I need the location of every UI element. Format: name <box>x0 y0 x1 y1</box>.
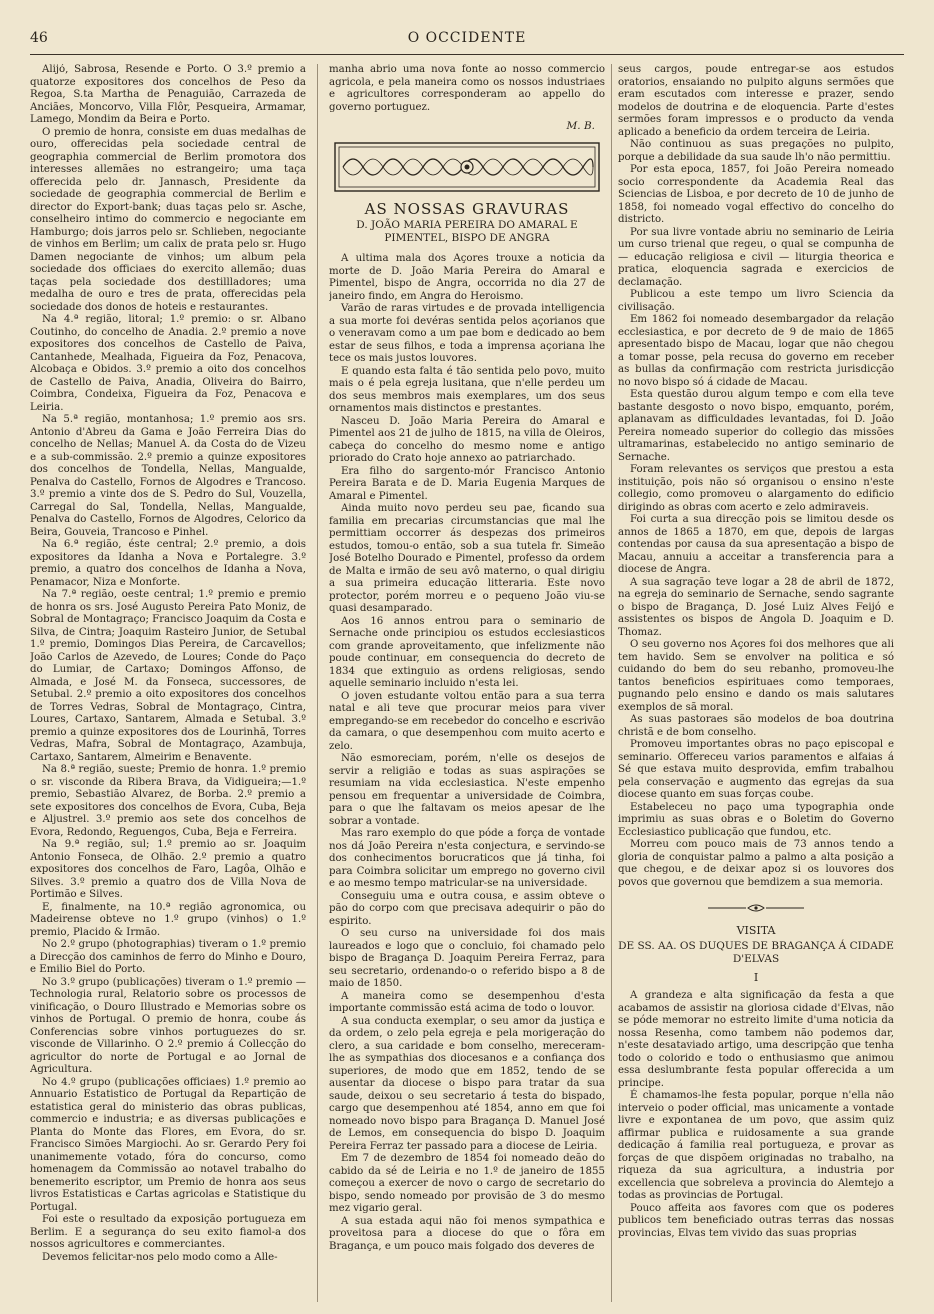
visit-title: VISITA <box>736 924 776 937</box>
paragraph: Aos 16 annos entrou para o seminario de Sernache onde principiou os estudos ecclesiasticos com grande aproveitamento, que infelizmente não poude continuar, em consequencia do decreto de 1834 que extinguio as ordens religiosas, sendo aquelle seminario incluido n'esta lei. <box>329 615 605 689</box>
paragraph: As suas pastoraes são modelos de boa doutrina christã e de bom conselho. <box>618 714 894 738</box>
paragraph: Esta questão durou algum tempo e com ella teve bastante desgosto o novo bispo, emquanto, porém, aplanavam as difficuldades levantadas, foi D. João Pereira nomeado superior do collegio das missões ultramarinas, estabelecido no antigo seminario de Sernache. <box>618 389 894 463</box>
paragraph: Ainda muito novo perdeu seu pae, ficando sua familia em precarias circumstancias que mal lhe permittiam occorrer ás despezas dos primeiros estudos, tomou-o então, sob a sua tutela fr. Simeão José Botelho Dourado e Pimentel, professo da ordem de Malta e irmão de seu avô materno, o qual dirigiu a sua primeira educação litteraria. Este novo protector, porém morreu e o pequeno João viu-se quasi desamparado. <box>329 503 605 614</box>
paragraph: O seu governo nos Açores foi dos melhores que ali tem havido. Sem se envolver na politica e só cuidando do bem do seu rebanho, promoveu-lhe tantos beneficios espirituaes como temporaes, pugnando pelo ensino e dando os mais salutares exemplos de sã moral. <box>618 639 894 713</box>
header-rule <box>30 54 904 55</box>
paragraph: Na 7.ª região, oeste central; 1.º premio e premio de honra os srs. José Augusto Pereira Pato Moniz, de Sobral de Montagraço; Francisco Joaquim da Costa e Silva, de Cintra; Joaquim Rasteiro Junior, de Setubal 1.º premio, Domingos Dias Pereira, de Carcavellos; João Carlos de Azevedo, de Loures; Conde do Paço do Lumiar, de Cartaxo; Domingos Affonso, de Almada, e José M. da Fonseca, successores, de Setubal. 2.º premio a oito expositores dos concelhos de Torres Vedras, Sobral de Montagraço, Cintra, Loures, Cartaxo, Santarem, Almada e Setubal. 3.º premio a quinze expositores dos de Lourinhã, Torres Vedras, Mafra, Sobral de Montagraço, Azambuja, Cartaxo, Santarem, Almeirim e Benavente. <box>30 589 306 763</box>
page-header <box>30 28 904 50</box>
paragraph: Na 5.ª região, montanhosa; 1.º premio aos srs. Antonio d'Abreu da Gama e João Ferreira Dias do concelho de Nellas; Manuel A. da Costa do de Vizeu e a sub-commissão. 2.º premio a quinze expositores dos concelhos de Tondella, Nellas, Mangualde, Penalva do Castello, Fornos de Algodres e Trancoso. 3.º premio a vinte dos de S. Pedro do Sul, Vouzella, Carregal do Sal, Tondella, Nellas, Mangualde, Penalva do Castello, Fornos de Algodres, Celorico da Beira, Gouveia, Trancoso e Pinhel. <box>30 414 306 538</box>
masthead: O OCCIDENTE <box>407 30 527 46</box>
author-signature: M. B. <box>566 120 595 132</box>
paragraph: Morreu com pouco mais de 73 annos tendo a gloria de conquistar palmo a palmo a alta posição a que chegou, e de deixar apoz si os louvores dos povos que governou que bemdizem a sua memoria. <box>618 839 894 888</box>
paragraph: A maneira como se desempenhou d'esta importante commissão está acima de todo o louvor. <box>329 990 605 1014</box>
article-subtitle: D. JOÃO MARIA PEREIRA DO AMARAL E PIMENTEL, BISPO DE ANGRA <box>356 219 578 244</box>
column-divider <box>317 64 318 1302</box>
paragraph: Foi curta a sua direcção pois se limitou desde os annos de 1865 a 1870, em que, depois de largas contendas por causa da sua apresentação a bispo de Macau, annuiu a acceitar a transferencia para a diocese de Angra. <box>618 514 894 575</box>
paragraph: O joven estudante voltou então para a sua terra natal e ali teve que procurar meios para viver empregando-se em recebedor do concelho e escrivão da camara, o que desempenhou com muito acerto e zelo. <box>329 690 605 752</box>
paragraph: Por esta epoca, 1857, foi João Pereira nomeado socio correspondente da Academia Real das Sciencias de Lisboa, e por decreto de 10 de junho de 1858, foi nomeado vogal effectivo do concelho do districto. <box>618 164 894 225</box>
column-1 <box>30 64 306 1302</box>
paragraph: A sua sagração teve logar a 28 de abril de 1872, na egreja do seminario de Sernache, sendo sagrante o bispo de Bragança, D. José Luiz Alves Feijó e assistentes os bispos de Angola D. Joaquim e D. Thomaz. <box>618 576 894 638</box>
paragraph: A grandeza e alta significação da festa a que acabamos de assistir na gloriosa cidade d'Elvas, não se póde memorar no estreito limite d'uma noticia da nossa Resenha, como tambem não podemos dar, n'este desataviado artigo, uma descripção que tenha todo o colorido e todo o enthusiasmo que animou essa deslumbrante festa popular offerecida a um principe. <box>618 990 894 1089</box>
paragraph: seus cargos, poude entregar-se aos estudos oratorios, ensaiando no pulpito alguns sermões que eram escutados com interesse e prazer, sendo modelos de doutrina e de eloquencia. Parte d'estes sermões foram impressos e o producto da venda aplicado a beneficio da ordem terceira de Leiria. <box>618 64 894 138</box>
paragraph: Conseguiu uma e outra cousa, e assim obteve o pão do corpo com que precisava adequirir o pão do espirito. <box>329 890 605 927</box>
paragraph: manha abrio uma nova fonte ao nosso commercio agricola, e pela maneira como os nossos industriaes e agricultores corresponderam ao appello do governo portuguez. <box>329 64 605 113</box>
column-2 <box>329 64 605 1302</box>
column-divider <box>611 64 612 1302</box>
column-3 <box>618 64 894 1302</box>
paragraph: Em 1862 foi nomeado desembargador da relação ecclesiastica, e por decreto de 9 de maio de 1865 apresentado bispo de Macau, logar que não chegou a tomar posse, pela recusa do governo em receber as bullas da confirmação com restricta jurisdicção no novo bispo só á cidade de Macau. <box>618 314 894 388</box>
paragraph: Pouco affeita aos favores com que os poderes publicos tem beneficiado outras terras das nossas provincias, Elvas tem vivido das suas proprias <box>618 1202 894 1239</box>
paragraph: Na 6.ª região, éste central; 2.º premio, a dois expositores da Idanha a Nova e Portalegre. 3.º premio, a quatro dos concelhos de Idanha a Nova, Penamacor, Niza e Monforte. <box>30 539 306 588</box>
section-number: I <box>753 970 759 984</box>
paragraph: Publicou a este tempo um livro Sciencia da civilisação. <box>618 289 894 313</box>
paragraph: No 2.º grupo (photographias) tiveram o 1.º premio a Direcção dos caminhos de ferro do Minho e Douro, e Emilio Biel do Porto. <box>30 939 306 975</box>
paragraph: Foi este o resultado da exposição portugueza em Berlim. E a segurança do seu exito fiamol-a dos nossos agricultores e commerciantes. <box>30 1214 306 1250</box>
paragraph: Nasceu D. João Maria Pereira do Amaral e Pimentel aos 21 de julho de 1815, na villa de Oleiros, cabeça do concelho do mesmo nome e antigo priorado do Crato hoje annexo ao patriarchado. <box>329 415 605 464</box>
paragraph: Em 7 de dezembro de 1854 foi nomeado deão do cabido da sé de Leiria e no 1.º de janeiro de 1855 começou a exercer de novo o cargo de secretario do bispo, sendo nomeado por provisão de 3 do mesmo mez vigario geral. <box>329 1153 605 1214</box>
paragraph: Era filho do sargento-mór Francisco Antonio Pereira Barata e de D. Maria Eugenia Marques de Amaral e Pimentel. <box>329 465 605 502</box>
paragraph: A ultima mala dos Açores trouxe a noticia da morte de D. João Maria Pereira do Amaral e Pimentel, bispo de Angra, occorrida no dia 27 de janeiro findo, em Angra do Heroismo. <box>329 253 605 302</box>
paragraph: O premio de honra, consiste em duas medalhas de ouro, offerecidas pela sociedade central de geographia commercial de Berlim promotora dos interesses allemães no estrangeiro; uma taça offerecida pelo dr. Jannasch, Presidente da sociedade de geographia commercial de Berlim e director do Export-bank; duas taças pelo sr. Asche, conselheiro intimo do commercio e negociante em Hamburgo; dois jarros pelo sr. Schlieben, negociante de vinhos em Berlim; um calix de prata pelo sr. Hugo Damen negociante de vinhos; um album pela sociedade dos officiaes do exercito allemão; duas taças pela sociedade dos destillladores; uma medalha de ouro e tres de prata, offerecidas pela sociedade dos donos de hoteis e restaurantes. <box>30 126 306 313</box>
paragraph: Por sua livre vontade abriu no seminario de Leiria um curso trienal que regeu, o qual se compunha de — educação religiosa e civil — liturgia theorica e pratica, eloquencia sagrada e exercicios de declamação. <box>618 226 894 288</box>
paragraph: Não esmoreciam, porém, n'elle os desejos de servir a religião e todas as suas aspirações se resumiam na vida ecclesiastica. N'este empenho pensou em frequentar a universidade de Coimbra, para o que lhe faltavam os meios apesar de lhe sobrar a vontade. <box>329 753 605 827</box>
paragraph: Na 8.ª região, sueste; Premio de honra. 1.º premio o sr. visconde da Ribera Brava, da Vidigueira;—1.º premio, Sebastião Alvarez, de Borba. 2.º premio a sete expositores dos concelhos de Evora, Cuba, Beja e Aljustrel. 3.º premio aos sete dos concelhos de Evora, Redondo, Reguengos, Cuba, Beja e Ferreira. <box>30 764 306 838</box>
paragraph: E, finalmente, na 10.ª região agronomica, ou Madeirense obteve no 1.º grupo (vinhos) o 1.º premio, Placido & Irmão. <box>30 901 306 938</box>
section-title: AS NOSSAS GRAVURAS <box>364 199 570 218</box>
paragraph: Varão de raras virtudes e de provada intelligencia a sua morte foi devéras sentida pelos açorianos que o veneravam como a um pae bom e dedicado ao bem estar de seus filhos, e toda a imprensa açoriana lhe tece os mais justos louvores. <box>329 303 605 364</box>
paragraph: O seu curso na universidade foi dos mais laureados e logo que o concluio, foi chamado pelo bispo de Bragança D. Joaquim Pereira Ferraz, para seu secretario, ordenando-o o referido bispo a 8 de maio de 1850. <box>329 928 605 989</box>
paragraph: A sua estada aqui não foi menos sympathica e proveitosa para a diocese do que o fôra em Bragança, e um pouco mais folgado dos deveres de <box>329 1215 605 1252</box>
visit-subtitle: DE SS. AA. OS DUQUES DE BRAGANÇA Á CIDADE D'ELVAS <box>618 939 894 965</box>
paragraph: E quando esta falta é tão sentida pelo povo, muito mais o é pela egreja lusitana, que n'elle perdeu um dos seus membros mais exemplares, um dos seus ornamentos mais distinctos e prestantes. <box>329 365 605 414</box>
ornament-banner-icon <box>329 139 605 195</box>
paragraph: Mas raro exemplo do que póde a força de vontade nos dá João Pereira n'esta conjectura, e servindo-se dos conhecimentos borucraticos que já tinha, foi para Coimbra solicitar um emprego no governo civil e ao mesmo tempo matricular-se na universidade. <box>329 828 605 889</box>
paragraph: Promoveu importantes obras no paço episcopal e seminario. Offereceu varios paramentos e alfaias á Sé que estava muito desprovida, emfim trabalhou pela conservação e augmento das egrejas da sua diocese quanto em suas forças coube. <box>618 739 894 800</box>
paragraph: Foram relevantes os serviços que prestou a esta instituição, pois não só organisou o ensino n'este collegio, como promoveu o alargamento do edificio dirigindo as obras com acerto e zelo admiraveis. <box>618 464 894 513</box>
paragraph: Alijó, Sabrosa, Resende e Porto. O 3.º premio a quatorze expositores dos concelhos de Peso da Regoa, S.ta Martha de Penaguião, Carrazeda de Anciães, Moncorvo, Villa Flôr, Pesqueira, Armamar, Lamego, Mondim da Beira e Porto. <box>30 64 306 125</box>
paragraph: A sua conducta exemplar, o seu amor da justiça e da ordem, o zelo pela egreja e pela morigeração do clero, a sua caridade e bom conselho, mereceram-lhe as sympathias dos diocesanos e a confiança dos superiores, de modo que em 1852, tendo de se ausentar da diocese o bispo para tratar da sua saude, deixou o seu secretario á testa do bispado, cargo que desempenhou até 1854, anno em que foi nomeado novo bispo para Bragança D. Manuel José de Lemos, em consequencia do bispo D. Joaquim Pereira Ferraz ter passado para a diocese de Leiria. <box>329 1015 605 1152</box>
paragraph: Na 4.ª região, litoral; 1.º premio: o sr. Albano Coutinho, do concelho de Anadia. 2.º premio a nove expositores dos concelhos de Castello de Paiva, Cantanhede, Mealhada, Figueira da Foz, Penacova, Alcobaça e Obidos. 3.º premio a oito dos concelhos de Castello de Paiva, Anadia, Oliveira do Bairro, Coimbra, Condeixa, Figueira da Foz, Penacova e Leiria. <box>30 314 306 413</box>
page-number: 46 <box>30 30 48 46</box>
paragraph: No 3.º grupo (publicações) tiveram o 1.º premio — Technologia rural, Relatorio sobre os processos de vinificação, o Douro Illustrado e Memorias sobre os vinhos de Portugal. O premio de honra, coube ás Conferencias sobre vinhos portuguezes do sr. visconde de Villarinho. O 2.º premio á Collecção do agricultor do norte de Portugal e ao Jornal de Agricultura. <box>30 976 306 1075</box>
paragraph: No 4.º grupo (publicações officiaes) 1.º premio ao Annuario Estatistico de Portugal da Repartição de estatistica geral do ministerio das obras publicas, commercio e industria; e as diversas publicações e Planta do Monte das Flores, em Evora, do sr. Francisco Simões Margiochi. Ao sr. Gerardo Pery foi unanimemente votado, fóra do concurso, como homenagem da Commissão ao notavel trabalho do benemerito escriptor, um Premio de honra aos seus livros Estatisticas e Cartas agricolas e Statistique du Portugal. <box>30 1076 306 1213</box>
divider-ornament-icon <box>706 903 806 913</box>
paragraph: Não continuou as suas pregações no pulpito, porque a debilidade da sua saude lh'o não permittiu. <box>618 139 894 163</box>
paragraph: Na 9.ª região, sul; 1.º premio ao sr. Joaquim Antonio Fonseca, de Olhão. 2.º premio a quatro expositores dos concelhos de Faro, Lagôa, Olhão e Silves. 3.º premio a quatro dos de Villa Nova de Portimão e Silves. <box>30 839 306 900</box>
paragraph: Estabeleceu no paço uma typographia onde imprimiu as suas obras e o Boletim do Governo Ecclesiastico publicação que fundou, etc. <box>618 801 894 838</box>
paragraph: Devemos felicitar-nos pelo modo como a Alle- <box>42 1251 278 1263</box>
paragraph: É chamamos-lhe festa popular, porque n'ella não interveio o poder official, mas unicamente a vontade livre e expontanea de um povo, que assim quiz affirmar publica e ruidosamente a sua grande dedicação á familia real portugueza, e provar as forças de que dispõem originadas no trabalho, na riqueza da sua agricultura, a industria por excellencia que sobreleva a provincia do Alemtejo a todas as provincias de Portugal. <box>618 1090 894 1201</box>
